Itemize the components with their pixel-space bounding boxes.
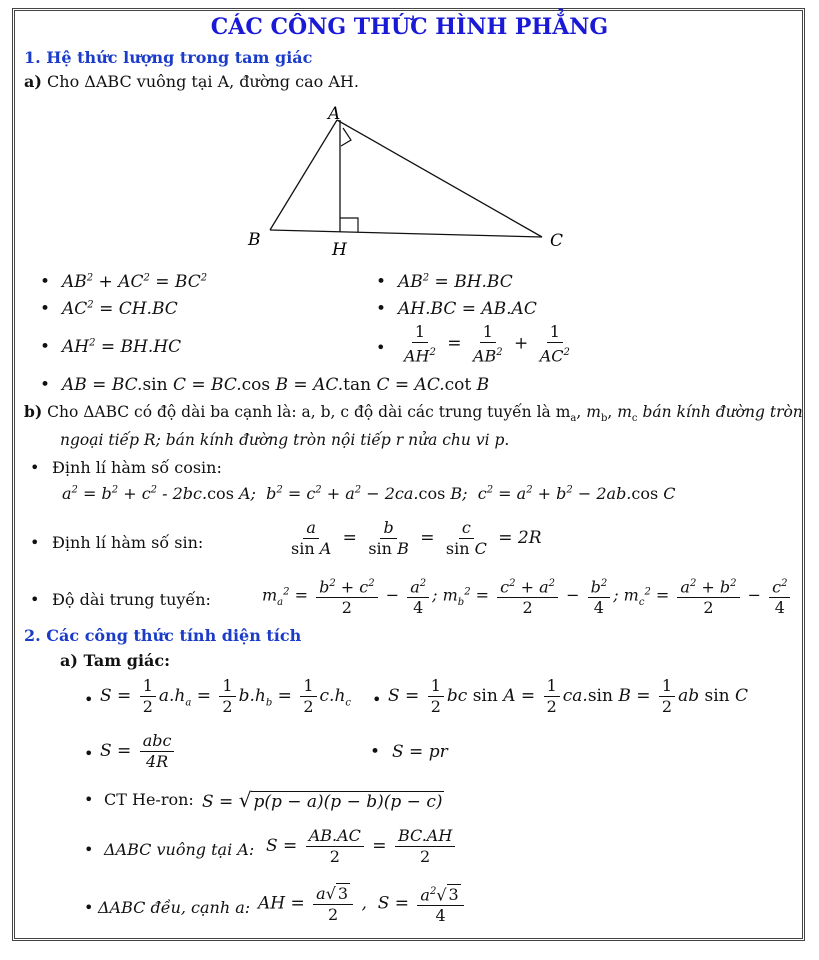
formula-ac2: • $AC^2 = CH.BC$ [62, 299, 178, 319]
foot-h-label: H [332, 240, 347, 260]
formula-sine-rule: $\frac{a}{\text{sin A}}$ = $\frac{b}{\text{sin B}}$ = $\frac{c}{\text{sin C}}$ = 2R [291, 518, 542, 558]
formula-pythagoras: • $AB^2 + AC^2 = BC^2$ [62, 272, 207, 292]
formula-equilateral: AH = $\frac{a√ 3}{2}$ , S = $\frac{a^2√ 3}{4}$ [258, 882, 467, 926]
page-title: CÁC CÔNG THỨC HÌNH PHẲNG [210, 14, 609, 40]
formula-area-inradius: • S = pr [392, 742, 448, 762]
right-triangle-figure [240, 100, 580, 260]
formula-cosine-rule: $a^2 = b^2 + c^2 - 2bc.\cos$ A; $b^2 = c^2 + a^2 - 2ca.\cos$ B; $c^2 = a^2 + b^2 - 2ab.\cos$ C [62, 484, 676, 503]
right-triangle-area-label: ΔABC vuông tại A: [104, 840, 255, 859]
formula-heron: S = √ p(p − a)(p − b)(p − c) [202, 788, 443, 812]
formula-right-triangle-area: S = $\frac{AB.AC}{2}$ = $\frac{BC.AH}{2}$ [266, 826, 458, 867]
part-b-intro: b) Cho ΔABC có độ dài ba cạnh là: a, b, c độ dài các trung tuyến là $m_a$, $m_b$, $m_c$ bán kính đường tròn [24, 402, 803, 425]
sine-rule-label: • Định lí hàm số sin: [52, 533, 203, 552]
formula-trig-sides: • AB = BC.sin C = BC.cos B = AC.tan C = AC.cot B [62, 375, 489, 395]
median-length-label: • Độ dài trung tuyến: [52, 590, 211, 609]
part-a-intro: a) Cho ΔABC vuông tại A, đường cao AH. [24, 72, 359, 91]
formula-area-sine: S = $\frac{1}{2}$ bc sin A = $\frac{1}{2}$ ca.sin B = $\frac{1}{2}$ ab sin C [388, 676, 749, 716]
formula-area-altitude: S = $\frac{1}{2}$ $a.h_a$ = $\frac{1}{2}$ $b.h_b$ = $\frac{1}{2}$ $c.h_c$ [100, 676, 351, 716]
part-b-intro-cont: ngoại tiếp R; bán kính đường tròn nội tiếp r nửa chu vi p. [60, 431, 510, 449]
formula-area-circumradius: S = $\frac{\text{abc}}{4R}$ [100, 731, 177, 772]
section-2-heading: 2. Các công thức tính diện tích [24, 626, 302, 645]
formula-median-lengths: $m_a^2$ = $\frac{b^2 + c^2}{2}$ − $\frac{a^2}{4}$ ; $m_b^2$ = $\frac{c^2 + a^2}{2}$ − $\frac{b^2}{4}$ ; $m_c^2$ = $\frac{a^2 + b^2}{2}$ − $\frac{c^2}{4}$ [262, 574, 793, 618]
formula-ab2: • $AB^2 = BH.BC$ [398, 272, 513, 292]
vertex-b-label: B [248, 230, 261, 250]
section-1-heading: 1. Hệ thức lượng trong tam giác [24, 48, 313, 67]
vertex-a-label: A [328, 104, 341, 124]
vertex-c-label: C [550, 231, 564, 251]
cosine-rule-label: • Định lí hàm số cosin: [52, 458, 222, 477]
formula-inverse-squares: $\frac{1}{AH^2}$ = $\frac{1}{AB^2}$ + $\frac{1}{AC^2}$ [404, 322, 570, 366]
heron-label: CT He-ron: [104, 790, 194, 809]
formula-ah2: • $AH^2 = BH.HC$ [62, 337, 181, 357]
part-a-triangle-label: a) Tam giác: [60, 651, 171, 670]
bullet: • [376, 338, 386, 357]
formula-ah-bc: • AH.BC = AB.AC [398, 299, 537, 319]
equilateral-label: ΔABC đều, cạnh a: [98, 898, 251, 917]
